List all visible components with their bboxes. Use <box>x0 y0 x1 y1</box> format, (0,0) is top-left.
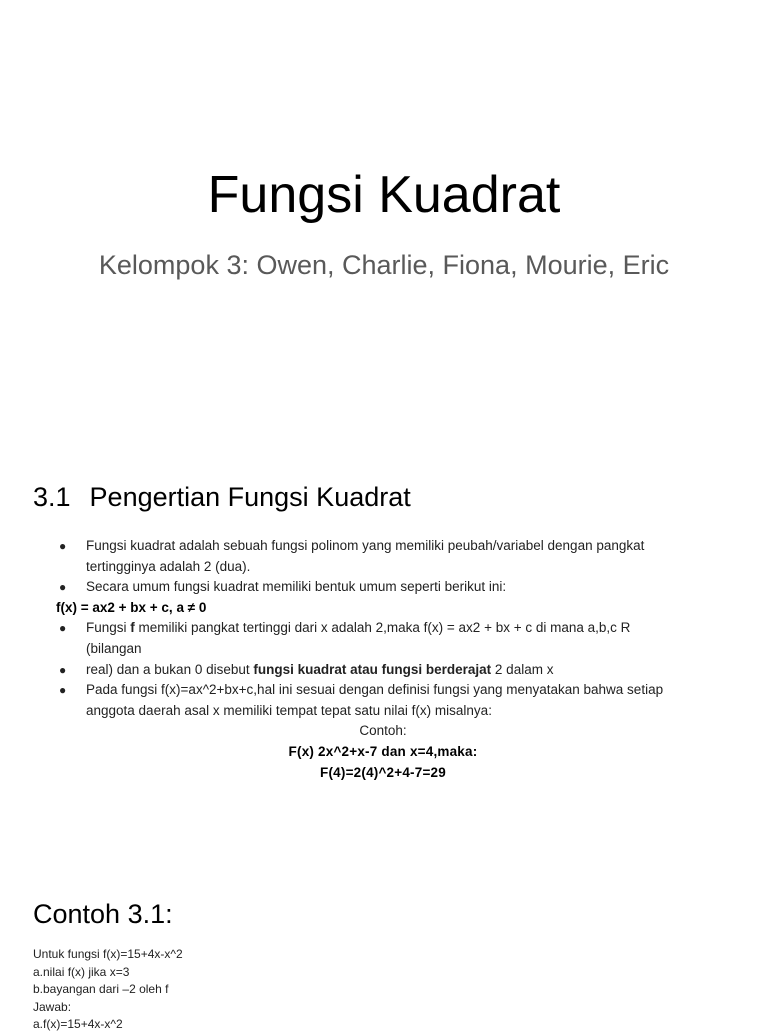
bullet-2-text: Secara umum fungsi kuadrat memiliki bentuk umum seperti berikut ini: <box>86 579 507 595</box>
bullet-icon: ● <box>59 539 67 553</box>
bullet-item-5 <box>33 680 733 721</box>
example-slide <box>0 864 768 1032</box>
bullet-1-line-1: Fungsi kuadrat adalah sebuah fungsi polinom yang memiliki peubah/variabel dengan pangkat <box>86 538 645 553</box>
bullet-3-line-1 <box>86 618 733 639</box>
contoh-line-1: F(x) 2x^2+x-7 dan x=4,maka: <box>288 743 478 759</box>
example-lines <box>33 946 183 1034</box>
bullet-icon: ● <box>59 580 67 595</box>
example-line: Jawab: <box>33 999 72 1014</box>
example-line: a.f(x)=15+4x-x^2 <box>33 1017 123 1032</box>
title-slide <box>0 0 768 432</box>
section-number: 3.1 <box>33 482 71 512</box>
example-line: Untuk fungsi f(x)=15+4x-x^2 <box>33 947 183 961</box>
slide-subtitle: Kelompok 3: Owen, Charlie, Fiona, Mourie, Eric <box>98 250 670 280</box>
bullet-icon: ● <box>59 621 67 636</box>
general-formula: f(x) = ax2 + bx + c, a ≠ 0 <box>56 599 207 615</box>
bullet-4-post: 2 dalam x <box>491 661 554 677</box>
bullet-item-2 <box>33 577 733 598</box>
bullet-4-pre: real) dan a bukan 0 disebut <box>86 661 254 677</box>
bullet-4-line <box>86 660 733 681</box>
bullet-5-line-2: anggota daerah asal x memiliki tempat tepat satu nilai f(x) misalnya: <box>86 702 492 718</box>
bullet-3-bold: f <box>130 620 135 636</box>
bullet-5-line-1: Pada fungsi f(x)=ax^2+bx+c,hal ini sesuai dengan definisi fungsi yang menyatakan bahwa setiap <box>86 682 664 698</box>
contoh-line-2: F(4)=2(4)^2+4-7=29 <box>320 764 446 780</box>
example-heading: Contoh 3.1: <box>33 899 173 929</box>
bullet-4-bold: fungsi kuadrat atau fungsi berderajat <box>253 661 492 677</box>
definition-slide <box>0 432 768 864</box>
bullet-3-pre: Fungsi <box>86 620 131 636</box>
example-line: b.bayangan dari –2 oleh f <box>33 982 169 997</box>
section-heading <box>33 477 411 517</box>
bullet-1-line-2: tertingginya adalah 2 (dua). <box>86 558 251 574</box>
example-line: a.nilai f(x) jika x=3 <box>33 964 130 979</box>
bullet-item-1 <box>33 536 733 577</box>
slide-title: Fungsi Kuadrat <box>207 166 561 224</box>
bullet-item-3 <box>33 618 733 659</box>
bullet-icon: ● <box>59 683 67 698</box>
bullet-icon: ● <box>59 662 67 677</box>
bullet-3-line-2: (bilangan <box>86 640 142 656</box>
definition-body <box>33 536 733 783</box>
bullet-3-post: memiliki pangkat tertinggi dari x adalah 2,maka f(x) = ax2 + bx + c di mana a,b,c R <box>134 620 631 636</box>
contoh-label: Contoh: <box>359 723 407 739</box>
bullet-item-4 <box>33 660 733 681</box>
section-title: Pengertian Fungsi Kuadrat <box>89 482 411 512</box>
